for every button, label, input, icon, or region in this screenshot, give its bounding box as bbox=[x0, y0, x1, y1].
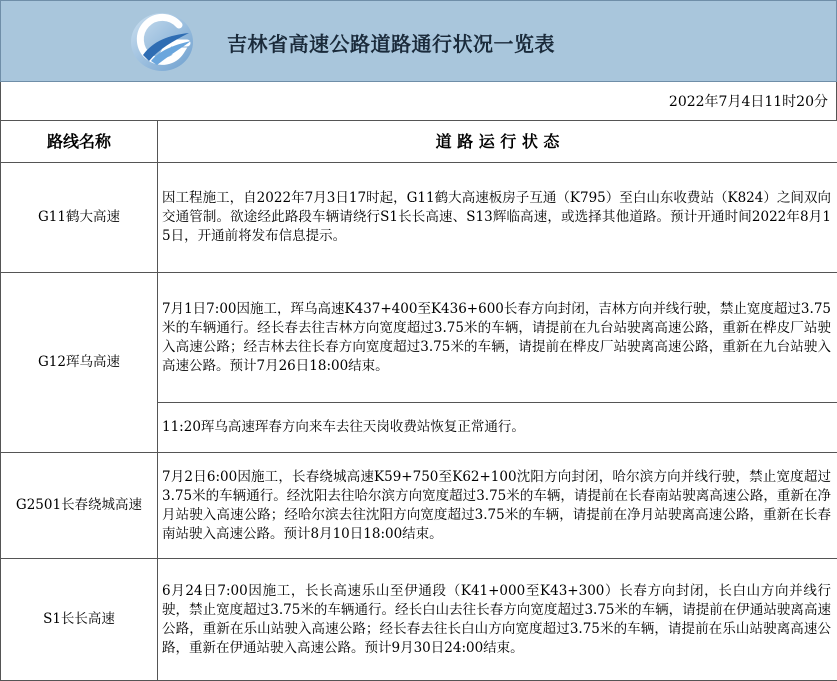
update-time: 2022年7月4日11时20分 bbox=[669, 91, 828, 111]
highway-g-logo-icon bbox=[129, 11, 195, 73]
route-name: G12珲乌高速 bbox=[1, 273, 158, 453]
status-text: 11:20珲乌高速珲春方向来车去往天岗收费站恢复正常通行。 bbox=[158, 403, 837, 453]
table-row bbox=[1, 163, 837, 273]
table-row bbox=[1, 559, 837, 681]
road-status-table bbox=[0, 120, 837, 681]
status-text: 因工程施工，自2022年7月3日17时起，G11鹤大高速板房子互通（K795）至白山东收费站（K824）之间双向交通管制。欲途经此路段车辆请绕行S1长长高速、S13辉临高速，或选择其他道路。预计开通时间2022年8月15日，开通前将发布信息提示。 bbox=[158, 163, 837, 273]
status-text: 7月2日6:00因施工，长春绕城高速K59+750至K62+100沈阳方向封闭，哈尔滨方向并线行驶，禁止宽度超过3.75米的车辆通行。经沈阳去往哈尔滨方向宽度超过3.75米的车辆，请提前在长春南站驶离高速公路，重新在净月站驶入高速公路；经哈尔滨去往沈阳方向宽度超过3.75米的车辆，请提前在净月站驶离高速公路，重新在长春南站驶入高速公路。预计8月10日18:00结束。 bbox=[158, 453, 837, 559]
status-text: 7月1日7:00因施工，珲乌高速K437+400至K436+600长春方向封闭，吉林方向并线行驶，禁止宽度超过3.75米的车辆通行。经长春去往吉林方向宽度超过3.75米的车辆，请提前在九台站驶离高速公路，重新在桦皮厂站驶入高速公路；经吉林去往长春方向宽度超过3.75米的车辆，请提前在桦皮厂站驶离高速公路，重新在九台站驶入高速公路。预计7月26日18:00结束。 bbox=[158, 273, 837, 403]
update-time-bar bbox=[0, 82, 837, 120]
page-title: 吉林省高速公路道路通行状况一览表 bbox=[227, 28, 555, 57]
route-name: S1长长高速 bbox=[1, 559, 158, 681]
table-row bbox=[1, 453, 837, 559]
route-name: G2501长春绕城高速 bbox=[1, 453, 158, 559]
table-header-row bbox=[1, 121, 837, 163]
column-header-route: 路线名称 bbox=[1, 121, 158, 163]
header-banner bbox=[0, 0, 837, 82]
table-row bbox=[1, 273, 837, 403]
route-name: G11鹤大高速 bbox=[1, 163, 158, 273]
column-header-status: 道 路 运 行 状 态 bbox=[158, 121, 837, 163]
status-text: 6月24日7:00因施工，长长高速乐山至伊通段（K41+000至K43+300）长春方向封闭，长白山方向并线行驶，禁止宽度超过3.75米的车辆通行。经长白山去往长春方向宽度超过3.75米的车辆，请提前在伊通站驶离高速公路，重新在乐山站驶入高速公路；经长春去往长白山方向宽度超过3.75米的车辆，请提前在乐山站驶离高速公路，重新在伊通站驶入高速公路。预计9月30日24:00结束。 bbox=[158, 559, 837, 681]
